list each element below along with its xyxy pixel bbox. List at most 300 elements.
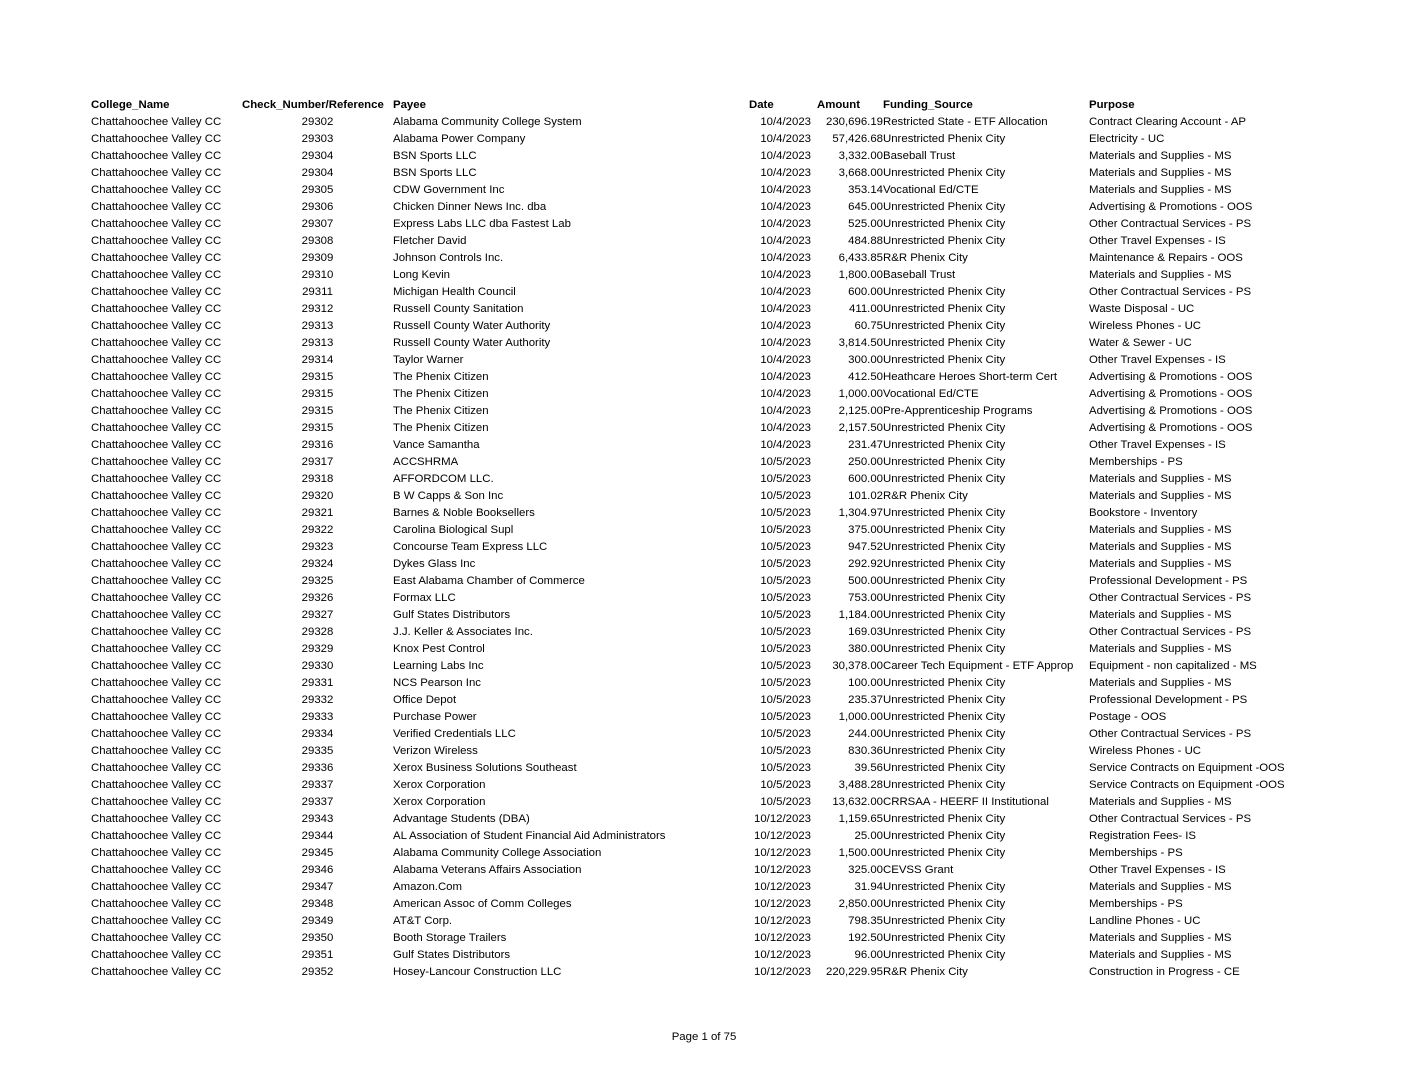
cell-funding-source: Restricted State - ETF Allocation [883,116,1048,128]
cell-purpose: Materials and Supplies - MS [1089,490,1232,502]
cell-date: 10/4/2023 [760,167,811,179]
cell-amount: 412.50 [848,371,883,383]
cell-college-name: Chattahoochee Valley CC [91,303,222,315]
cell-purpose: Wireless Phones - UC [1089,320,1202,332]
cell-date: 10/12/2023 [753,864,811,876]
cell-amount: 1,184.00 [838,609,883,621]
cell-amount: 25.00 [854,830,883,842]
cell-date: 10/5/2023 [760,711,811,723]
cell-amount: 1,500.00 [838,847,883,859]
cell-college-name: Chattahoochee Valley CC [91,694,222,706]
table-row [91,556,1299,573]
cell-payee: Fletcher David [393,235,467,247]
table-row [91,420,1299,437]
cell-purpose: Materials and Supplies - MS [1089,473,1232,485]
cell-date: 10/5/2023 [760,643,811,655]
cell-payee: Alabama Community College System [393,116,582,128]
cell-college-name: Chattahoochee Valley CC [91,388,222,400]
cell-date: 10/12/2023 [753,932,811,944]
cell-funding-source: Unrestricted Phenix City [883,830,1006,842]
cell-purpose: Other Contractual Services - PS [1089,286,1252,298]
cell-funding-source: R&R Phenix City [883,490,968,502]
cell-purpose: Materials and Supplies - MS [1089,796,1232,808]
cell-amount: 96.00 [854,949,883,961]
cell-funding-source: Unrestricted Phenix City [883,898,1006,910]
cell-college-name: Chattahoochee Valley CC [91,864,222,876]
table-row [91,369,1299,386]
cell-funding-source: Unrestricted Phenix City [883,167,1006,179]
cell-college-name: Chattahoochee Valley CC [91,439,222,451]
table-row [91,930,1299,947]
cell-college-name: Chattahoochee Valley CC [91,354,222,366]
cell-funding-source: Unrestricted Phenix City [883,626,1006,638]
cell-amount: 6,433.85 [838,252,883,264]
cell-payee: The Phenix Citizen [393,371,489,383]
cell-funding-source: Unrestricted Phenix City [883,354,1006,366]
table-row [91,522,1299,539]
table-row [91,182,1299,199]
cell-college-name: Chattahoochee Valley CC [91,116,222,128]
cell-funding-source: R&R Phenix City [883,966,968,978]
cell-college-name: Chattahoochee Valley CC [91,473,222,485]
cell-college-name: Chattahoochee Valley CC [91,405,222,417]
cell-purpose: Other Travel Expenses - IS [1089,354,1226,366]
cell-funding-source: Unrestricted Phenix City [883,847,1006,859]
cell-date: 10/4/2023 [760,184,811,196]
cell-college-name: Chattahoochee Valley CC [91,150,222,162]
cell-college-name: Chattahoochee Valley CC [91,813,222,825]
cell-date: 10/5/2023 [760,677,811,689]
table-row [91,539,1299,556]
cell-college-name: Chattahoochee Valley CC [91,830,222,842]
cell-payee: Amazon.Com [393,881,463,893]
cell-amount: 2,157.50 [838,422,883,434]
table-row [91,573,1299,590]
cell-check-number: 29308 [301,235,334,247]
cell-check-number: 29343 [301,813,334,825]
cell-date: 10/5/2023 [760,490,811,502]
table-row [91,471,1299,488]
cell-amount: 57,426.68 [832,133,883,145]
table-row [91,811,1299,828]
cell-college-name: Chattahoochee Valley CC [91,337,222,349]
cell-check-number: 29351 [301,949,334,961]
cell-college-name: Chattahoochee Valley CC [91,762,222,774]
cell-amount: 2,850.00 [838,898,883,910]
cell-check-number: 29335 [301,745,334,757]
cell-amount: 600.00 [848,473,883,485]
cell-purpose: Materials and Supplies - MS [1089,949,1232,961]
cell-amount: 353.14 [848,184,883,196]
cell-amount: 39.56 [854,762,883,774]
table-row [91,233,1299,250]
table-row [91,454,1299,471]
cell-payee: Xerox Corporation [393,779,486,791]
cell-college-name: Chattahoochee Valley CC [91,932,222,944]
cell-date: 10/12/2023 [753,949,811,961]
cell-check-number: 29316 [301,439,334,451]
cell-amount: 230,696.19 [825,116,883,128]
table-row [91,760,1299,777]
table-row [91,845,1299,862]
cell-funding-source: CRRSAA - HEERF II Institutional [883,796,1049,808]
cell-purpose: Advertising & Promotions - OOS [1089,371,1253,383]
cell-purpose: Other Travel Expenses - IS [1089,235,1226,247]
table-row [91,777,1299,794]
cell-amount: 1,304.97 [838,507,883,519]
cell-funding-source: Unrestricted Phenix City [883,235,1006,247]
cell-date: 10/5/2023 [760,762,811,774]
cell-college-name: Chattahoochee Valley CC [91,201,222,213]
cell-funding-source: Unrestricted Phenix City [883,337,1006,349]
cell-check-number: 29333 [301,711,334,723]
cell-funding-source: Unrestricted Phenix City [883,422,1006,434]
cell-funding-source: CEVSS Grant [883,864,954,876]
cell-funding-source: Career Tech Equipment - ETF Approp [883,660,1074,672]
cell-funding-source: Unrestricted Phenix City [883,218,1006,230]
cell-date: 10/5/2023 [760,524,811,536]
cell-funding-source: Unrestricted Phenix City [883,609,1006,621]
cell-amount: 220,229.95 [825,966,883,978]
cell-amount: 244.00 [848,728,883,740]
cell-college-name: Chattahoochee Valley CC [91,728,222,740]
table-row [91,267,1299,284]
cell-amount: 30,378.00 [832,660,883,672]
cell-payee: CDW Government Inc [393,184,505,196]
cell-college-name: Chattahoochee Valley CC [91,677,222,689]
cell-amount: 500.00 [848,575,883,587]
cell-funding-source: Unrestricted Phenix City [883,303,1006,315]
cell-college-name: Chattahoochee Valley CC [91,966,222,978]
cell-amount: 250.00 [848,456,883,468]
cell-purpose: Service Contracts on Equipment -OOS [1089,779,1285,791]
cell-date: 10/5/2023 [760,728,811,740]
table-row [91,913,1299,930]
cell-date: 10/5/2023 [760,473,811,485]
cell-check-number: 29303 [301,133,334,145]
cell-check-number: 29315 [301,388,334,400]
cell-college-name: Chattahoochee Valley CC [91,524,222,536]
cell-check-number: 29305 [301,184,334,196]
cell-purpose: Materials and Supplies - MS [1089,609,1232,621]
cell-date: 10/12/2023 [753,966,811,978]
cell-payee: Vance Samantha [393,439,480,451]
cell-funding-source: Unrestricted Phenix City [883,456,1006,468]
cell-payee: Russell County Sanitation [393,303,524,315]
cell-payee: Chicken Dinner News Inc. dba [393,201,547,213]
table-row [91,250,1299,267]
table-row [91,386,1299,403]
cell-check-number: 29321 [301,507,334,519]
cell-amount: 645.00 [848,201,883,213]
table-row [91,590,1299,607]
cell-check-number: 29348 [301,898,334,910]
cell-college-name: Chattahoochee Valley CC [91,592,222,604]
cell-date: 10/4/2023 [760,150,811,162]
table-row [91,148,1299,165]
cell-payee: Knox Pest Control [393,643,485,655]
cell-funding-source: Unrestricted Phenix City [883,728,1006,740]
cell-check-number: 29331 [301,677,334,689]
cell-date: 10/12/2023 [753,881,811,893]
table-row [91,675,1299,692]
cell-college-name: Chattahoochee Valley CC [91,643,222,655]
cell-college-name: Chattahoochee Valley CC [91,167,222,179]
cell-amount: 1,800.00 [838,269,883,281]
cell-purpose: Other Contractual Services - PS [1089,592,1252,604]
cell-college-name: Chattahoochee Valley CC [91,507,222,519]
cell-check-number: 29313 [301,320,334,332]
cell-payee: Booth Storage Trailers [393,932,507,944]
cell-amount: 380.00 [848,643,883,655]
cell-college-name: Chattahoochee Valley CC [91,847,222,859]
cell-payee: Hosey-Lancour Construction LLC [393,966,562,978]
cell-funding-source: Baseball Trust [883,150,956,162]
cell-purpose: Materials and Supplies - MS [1089,167,1232,179]
cell-check-number: 29350 [301,932,334,944]
cell-payee: Xerox Corporation [393,796,486,808]
cell-date: 10/5/2023 [760,609,811,621]
cell-funding-source: Unrestricted Phenix City [883,524,1006,536]
cell-check-number: 29347 [301,881,334,893]
cell-check-number: 29315 [301,405,334,417]
cell-amount: 169.03 [848,626,883,638]
cell-check-number: 29349 [301,915,334,927]
cell-check-number: 29326 [301,592,334,604]
cell-date: 10/4/2023 [760,388,811,400]
cell-funding-source: R&R Phenix City [883,252,968,264]
cell-purpose: Materials and Supplies - MS [1089,932,1232,944]
cell-payee: J.J. Keller & Associates Inc. [393,626,533,638]
table-row [91,828,1299,845]
cell-amount: 830.36 [848,745,883,757]
table-row [91,624,1299,641]
page-number: Page 1 of 75 [671,1031,737,1043]
cell-check-number: 29304 [301,150,334,162]
cell-payee: Learning Labs Inc [393,660,484,672]
cell-amount: 2,125.00 [838,405,883,417]
table-row [91,641,1299,658]
cell-college-name: Chattahoochee Valley CC [91,541,222,553]
cell-payee: Long Kevin [393,269,450,281]
cell-date: 10/5/2023 [760,745,811,757]
cell-amount: 3,332.00 [838,150,883,162]
cell-check-number: 29345 [301,847,334,859]
cell-amount: 753.00 [848,592,883,604]
cell-date: 10/12/2023 [753,847,811,859]
cell-college-name: Chattahoochee Valley CC [91,184,222,196]
cell-purpose: Electricity - UC [1089,133,1165,145]
cell-funding-source: Unrestricted Phenix City [883,711,1006,723]
cell-college-name: Chattahoochee Valley CC [91,490,222,502]
cell-amount: 1,000.00 [838,711,883,723]
cell-payee: Gulf States Distributors [393,949,511,961]
cell-purpose: Equipment - non capitalized - MS [1089,660,1257,672]
cell-payee: Verizon Wireless [393,745,478,757]
cell-funding-source: Baseball Trust [883,269,956,281]
cell-date: 10/4/2023 [760,354,811,366]
cell-amount: 3,668.00 [838,167,883,179]
table-row [91,743,1299,760]
cell-check-number: 29336 [301,762,334,774]
cell-amount: 411.00 [849,303,883,315]
header-check-number: Check_Number/Reference [242,99,384,111]
cell-college-name: Chattahoochee Valley CC [91,745,222,757]
cell-funding-source: Unrestricted Phenix City [883,694,1006,706]
cell-purpose: Other Contractual Services - PS [1089,626,1252,638]
table-row [91,862,1299,879]
cell-payee: AT&T Corp. [393,915,453,927]
cell-funding-source: Unrestricted Phenix City [883,932,1006,944]
cell-funding-source: Unrestricted Phenix City [883,473,1006,485]
cell-college-name: Chattahoochee Valley CC [91,915,222,927]
cell-funding-source: Unrestricted Phenix City [883,643,1006,655]
cell-college-name: Chattahoochee Valley CC [91,609,222,621]
cell-check-number: 29337 [301,796,334,808]
table-row [91,896,1299,913]
cell-check-number: 29318 [301,473,334,485]
cell-payee: Carolina Biological Supl [393,524,514,536]
cell-purpose: Materials and Supplies - MS [1089,269,1232,281]
cell-payee: B W Capps & Son Inc [393,490,504,502]
cell-funding-source: Unrestricted Phenix City [883,949,1006,961]
header-college-name: College_Name [91,99,170,111]
cell-funding-source: Vocational Ed/CTE [883,388,979,400]
cell-payee: Alabama Power Company [393,133,526,145]
cell-purpose: Professional Development - PS [1089,694,1248,706]
cell-check-number: 29307 [301,218,334,230]
table-row [91,114,1299,131]
table-row [91,352,1299,369]
cell-date: 10/4/2023 [760,405,811,417]
cell-funding-source: Unrestricted Phenix City [883,677,1006,689]
table-row [91,403,1299,420]
table-row [91,318,1299,335]
cell-college-name: Chattahoochee Valley CC [91,235,222,247]
cell-check-number: 29325 [301,575,334,587]
cell-amount: 235.37 [848,694,883,706]
cell-check-number: 29322 [301,524,334,536]
cell-payee: NCS Pearson Inc [393,677,481,689]
cell-college-name: Chattahoochee Valley CC [91,626,222,638]
cell-check-number: 29317 [301,456,334,468]
cell-date: 10/5/2023 [760,575,811,587]
cell-check-number: 29310 [301,269,334,281]
table-row [91,726,1299,743]
cell-date: 10/4/2023 [760,252,811,264]
cell-amount: 1,159.65 [838,813,883,825]
cell-check-number: 29311 [302,286,333,298]
cell-payee: ACCSHRMA [393,456,459,468]
cell-check-number: 29337 [301,779,334,791]
cell-purpose: Materials and Supplies - MS [1089,541,1232,553]
cell-check-number: 29330 [301,660,334,672]
cell-purpose: Landline Phones - UC [1089,915,1201,927]
cell-purpose: Materials and Supplies - MS [1089,677,1232,689]
cell-college-name: Chattahoochee Valley CC [91,456,222,468]
table-row [91,505,1299,522]
cell-payee: Gulf States Distributors [393,609,511,621]
table-row [91,488,1299,505]
cell-check-number: 29315 [301,371,334,383]
table-row [91,964,1299,981]
cell-date: 10/5/2023 [760,660,811,672]
cell-funding-source: Unrestricted Phenix City [883,762,1006,774]
cell-purpose: Advertising & Promotions - OOS [1089,201,1253,213]
cell-amount: 60.75 [854,320,883,332]
cell-college-name: Chattahoochee Valley CC [91,218,222,230]
cell-check-number: 29320 [301,490,334,502]
cell-funding-source: Unrestricted Phenix City [883,592,1006,604]
cell-payee: Advantage Students (DBA) [393,813,530,825]
cell-date: 10/5/2023 [760,456,811,468]
cell-check-number: 29313 [301,337,334,349]
cell-funding-source: Vocational Ed/CTE [883,184,979,196]
cell-date: 10/12/2023 [753,898,811,910]
cell-college-name: Chattahoochee Valley CC [91,252,222,264]
cell-purpose: Other Travel Expenses - IS [1089,864,1226,876]
cell-funding-source: Unrestricted Phenix City [883,133,1006,145]
cell-payee: Express Labs LLC dba Fastest Lab [393,218,571,230]
cell-college-name: Chattahoochee Valley CC [91,881,222,893]
cell-payee: AFFORDCOM LLC. [393,473,494,485]
cell-payee: Purchase Power [393,711,477,723]
cell-purpose: Wireless Phones - UC [1089,745,1202,757]
cell-funding-source: Unrestricted Phenix City [883,813,1006,825]
table-row [91,335,1299,352]
cell-date: 10/5/2023 [760,592,811,604]
cell-payee: Concourse Team Express LLC [393,541,548,553]
table-row [91,794,1299,811]
cell-date: 10/12/2023 [753,915,811,927]
cell-check-number: 29306 [301,201,334,213]
cell-check-number: 29344 [301,830,334,842]
cell-date: 10/5/2023 [760,507,811,519]
table-row [91,947,1299,964]
cell-funding-source: Unrestricted Phenix City [883,320,1006,332]
cell-payee: The Phenix Citizen [393,422,489,434]
cell-purpose: Registration Fees- IS [1089,830,1196,842]
cell-check-number: 29332 [301,694,334,706]
cell-purpose: Advertising & Promotions - OOS [1089,422,1253,434]
cell-date: 10/12/2023 [753,813,811,825]
cell-payee: East Alabama Chamber of Commerce [393,575,585,587]
cell-date: 10/4/2023 [760,439,811,451]
cell-purpose: Advertising & Promotions - OOS [1089,405,1253,417]
cell-amount: 231.47 [848,439,883,451]
cell-funding-source: Pre-Apprenticeship Programs [883,405,1033,417]
table-row [91,199,1299,216]
table-row [91,709,1299,726]
cell-check-number: 29314 [301,354,334,366]
cell-date: 10/5/2023 [760,626,811,638]
cell-date: 10/5/2023 [760,796,811,808]
cell-amount: 484.88 [848,235,883,247]
cell-purpose: Memberships - PS [1089,847,1183,859]
cell-funding-source: Unrestricted Phenix City [883,201,1006,213]
table-row [91,692,1299,709]
cell-amount: 192.50 [848,932,883,944]
cell-funding-source: Unrestricted Phenix City [883,439,1006,451]
cell-check-number: 29324 [301,558,334,570]
header-date: Date [749,99,774,111]
cell-purpose: Memberships - PS [1089,456,1183,468]
cell-payee: Taylor Warner [393,354,464,366]
cell-purpose: Other Contractual Services - PS [1089,813,1252,825]
cell-check-number: 29323 [301,541,334,553]
cell-purpose: Advertising & Promotions - OOS [1089,388,1253,400]
cell-amount: 31.94 [854,881,883,893]
